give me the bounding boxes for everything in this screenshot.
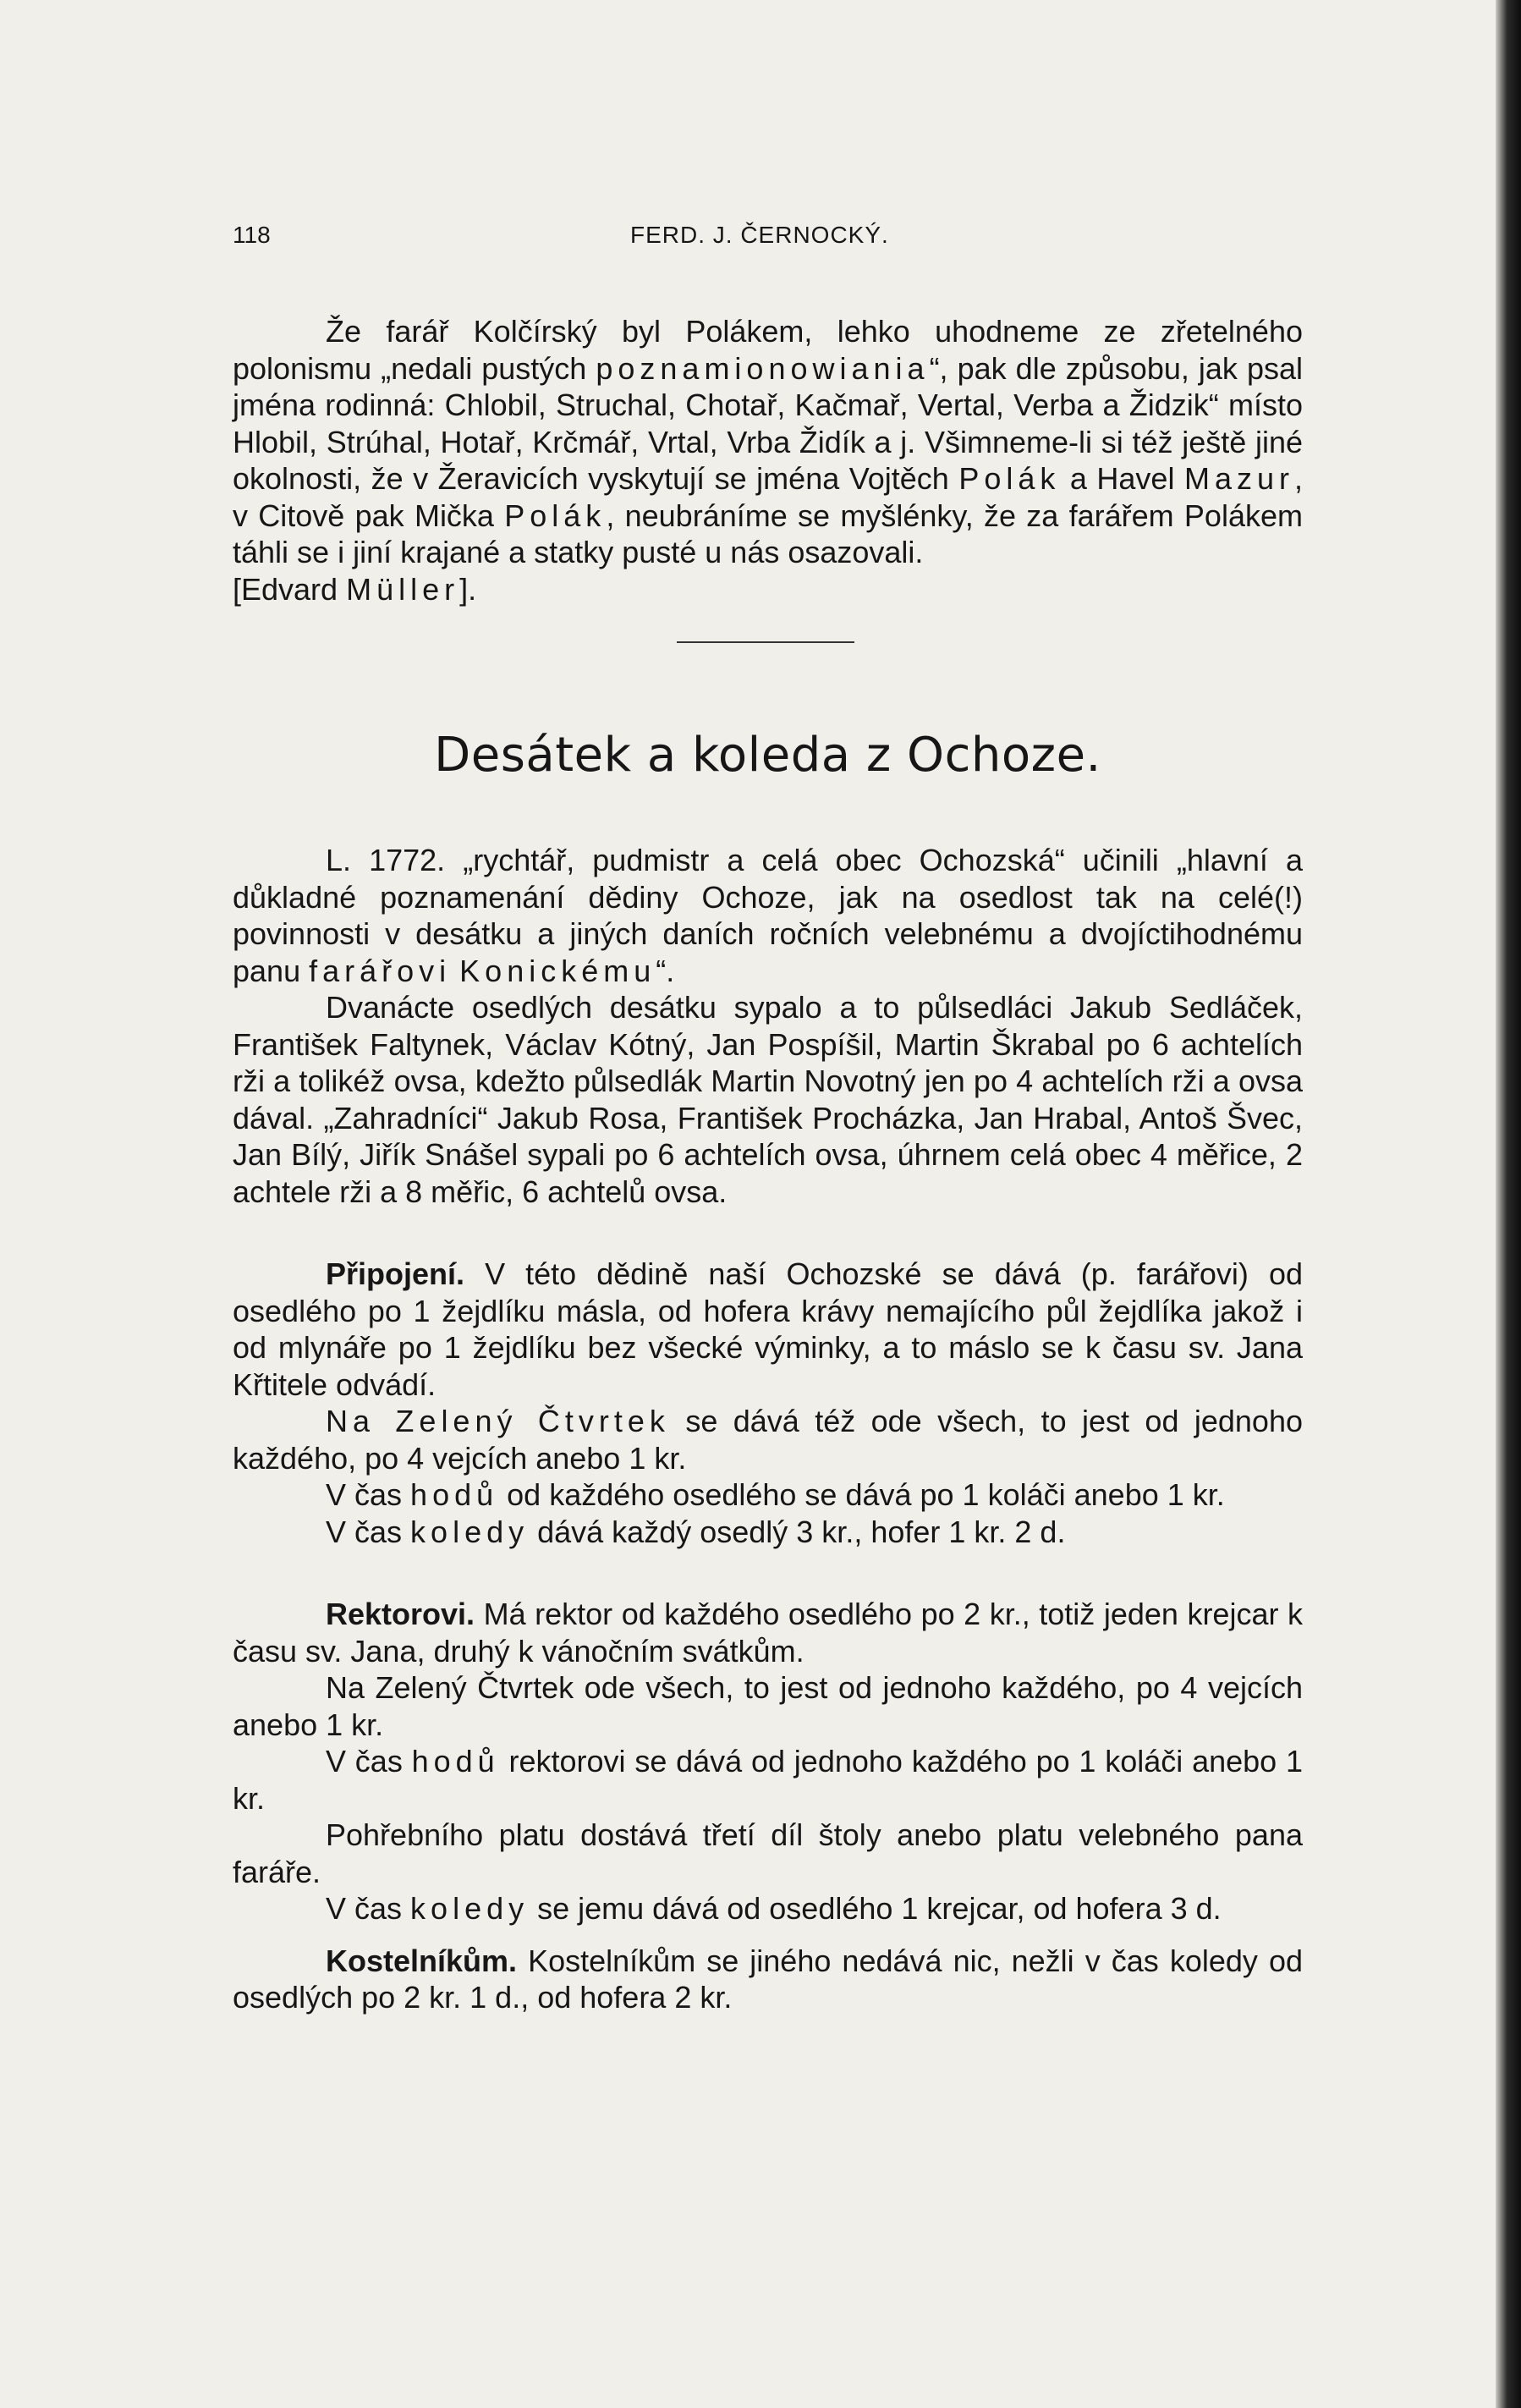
running-head xyxy=(233,212,1303,254)
page-number: 118 xyxy=(233,222,271,248)
paragraph-koledy: V čas koledy dává každý osedlý 3 kr., hofer 1 kr. 2 d. xyxy=(326,1514,1066,1549)
running-title: FERD. J. ČERNOCKÝ. xyxy=(630,222,889,248)
paragraph-desatek: Dvanácte osedlých desátku sypalo a to půlsedláci Jakub Sedláček, František Faltynek, Václav Kótný, Jan Pospíšil, Martin Škrabal po 6 achtelích rži a tolikéž ovsa, kdežto půlsedlák Martin Novotný jen po 4 achtelích rži a ovsa dával. „Zahradníci“ Jakub Rosa, František Procházka, Jan Hrabal, Antoš Švec, Jan Bílý, Jiřík Snášel sypali po 6 achtelích ovsa, úhrnem celá obec 4 měřice, 2 achtele rži a 8 měřic, 6 achtelů ovsa. xyxy=(233,990,1303,1209)
section-heading: Desátek a koleda z Ochoze. xyxy=(434,728,1101,783)
paragraph-polak: Že farář Kolčírský byl Polákem, lehko uhodneme ze zřetelného polonismu „nedali pustých poznamionowiania“, pak dle způsobu, jak psal jména rodinná: Chlobil, Struchal, Chotař, Kačmař, Vertal, Verba a Židzik“ místo Hlobil, Strúhal, Hotař, Krčmář, Vrtal, Vrba Židík a j. Všimneme-li si též ještě jiné okolnosti, že v Žeravicích vyskytují se jména Vojtěch Polák a Havel Mazur, v Citově pak Mička Polák, neubráníme se myšlénky, že za farářem Polákem táhli se i jiní krajané a statky pusté u nás osazovali. xyxy=(233,314,1304,569)
section-separator xyxy=(677,641,854,643)
author-signature: [Edvard Müller]. xyxy=(233,571,477,607)
paragraph-hody: V čas hodů od každého osedlého se dává po 1 koláči anebo 1 kr. xyxy=(326,1477,1225,1512)
paragraph-kostelnikum: Kostelníkům. Kostelníkům se jiného nedává nic, nežli v čas koledy od osedlých po 2 kr. 1 d., od hofera 2 kr. xyxy=(233,1943,1303,2015)
paragraph-pripojeni: Připojení. V této dědině naší Ochozské se dává (p. farářovi) od osedlého po 1 žejdlíku másla, od hofera krávy nemajícího půl žejdlíka jakož i od mlynáře po 1 žejdlíku bez všecké výminky, a to máslo se k času sv. Jana Křtitele odvádí. xyxy=(233,1256,1303,1402)
paragraph-rektorovi: Rektorovi. Má rektor od každého osedlého po 2 kr., totiž jeden krejcar k času sv. Jana, druhý k vánočním svátkům. xyxy=(233,1597,1303,1669)
paragraph-1772: L. 1772. „rychtář, pudmistr a celá obec Ochozská“ učinili „hlavní a důkladné poznamenání dědiny Ochoze, jak na osedlost tak na celé(!) povinnosti v desátku a jiných daních ročních velebnému a dvojíctihodnému panu farářovi Konickému“. xyxy=(233,843,1303,988)
paragraph-zeleny-ctvrtek: Na Zelený Čtvrtek se dává též ode všech, to jest od jednoho každého, po 4 vejcích anebo 1 kr. xyxy=(233,1404,1304,1476)
paragraph-pohrebni: Pohřebního platu dostává třetí díl štoly anebo platu velebného pana faráře. xyxy=(233,1817,1303,1889)
paragraph-rektor-zeleny-ctvrtek: Na Zelený Čtvrtek ode všech, to jest od jednoho každého, po 4 vejcích anebo 1 kr. xyxy=(233,1670,1303,1742)
paragraph-rektor-koledy: V čas koledy se jemu dává od osedlého 1 krejcar, od hofera 3 d. xyxy=(326,1891,1222,1926)
paragraph-rektor-hody: V čas hodů rektorovi se dává od jednoho každého po 1 koláči anebo 1 kr. xyxy=(233,1744,1303,1816)
page-edge-shadow xyxy=(1496,0,1521,2408)
book-page xyxy=(233,212,1303,2016)
